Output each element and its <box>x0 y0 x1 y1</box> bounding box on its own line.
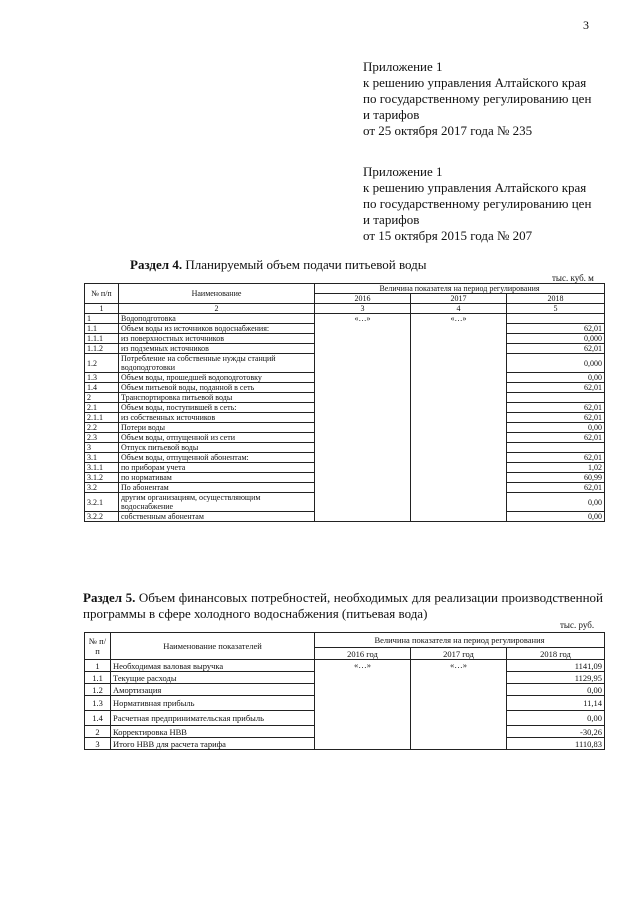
section-5-units: тыс. руб. <box>560 620 595 630</box>
row-number: 2.1 <box>85 403 119 413</box>
row-number: 1.3 <box>85 696 111 711</box>
value-2018: 0,000 <box>507 354 605 373</box>
value-2018: 0,00 <box>507 684 605 696</box>
row-name: собственным абонентам <box>119 512 315 522</box>
row-name: Потери воды <box>119 423 315 433</box>
appendix-header-original <box>363 164 591 244</box>
row-number: 1.2 <box>85 354 119 373</box>
section-5-title <box>83 590 603 622</box>
value-2018: 1,02 <box>507 463 605 473</box>
row-name: Объем воды, прошедшей водоподготовку <box>119 373 315 383</box>
row-name: Объем воды, отпущенной абонентам: <box>119 453 315 463</box>
row-name: по нормативам <box>119 473 315 483</box>
row-name: Необходимая валовая выручка <box>111 660 315 672</box>
section-4-label: Раздел 4. <box>130 257 183 272</box>
row-name: Расчетная предпринимательская прибыль <box>111 711 315 726</box>
row-number: 1 <box>85 660 111 672</box>
water-supply-volume-table <box>84 283 605 522</box>
value-2018: 0,00 <box>507 493 605 512</box>
row-name: Текущие расходы <box>111 672 315 684</box>
merged-value-2016: «…» <box>315 314 411 522</box>
header-num: № п/п <box>85 633 111 660</box>
value-2018: 62,01 <box>507 453 605 463</box>
value-2018 <box>507 443 605 453</box>
appendix-line: и тарифов <box>363 107 420 122</box>
appendix-line: к решению управления Алтайского края <box>363 75 587 90</box>
row-number: 1 <box>85 314 119 324</box>
header-year-2016: 2016 <box>315 294 411 304</box>
value-2018: 1110,83 <box>507 738 605 750</box>
row-number: 3 <box>85 443 119 453</box>
header-name: Наименование показателей <box>111 633 315 660</box>
row-number: 1.1.1 <box>85 334 119 344</box>
row-number: 1.1 <box>85 672 111 684</box>
row-number: 3.1.2 <box>85 473 119 483</box>
value-2018: 62,01 <box>507 413 605 423</box>
header-period: Величина показателя на период регулирования <box>315 633 605 648</box>
appendix-line: и тарифов <box>363 212 420 227</box>
header-year-2016: 2016 год <box>315 648 411 660</box>
row-number: 3.2 <box>85 483 119 493</box>
row-number: 1.3 <box>85 373 119 383</box>
value-2018: 11,14 <box>507 696 605 711</box>
header-year-2018: 2018 год <box>507 648 605 660</box>
value-2018: 62,01 <box>507 344 605 354</box>
header-year-2017: 2017 <box>411 294 507 304</box>
row-number: 3 <box>85 738 111 750</box>
merged-value-2017: «…» <box>411 314 507 522</box>
section-4-title <box>130 257 427 273</box>
row-name: Итого НВВ для расчета тарифа <box>111 738 315 750</box>
value-2018: 0,00 <box>507 711 605 726</box>
column-number: 2 <box>119 304 315 314</box>
page-number: 3 <box>583 18 589 32</box>
value-2018: 0,00 <box>507 423 605 433</box>
row-number: 3.1.1 <box>85 463 119 473</box>
row-number: 1.1 <box>85 324 119 334</box>
row-number: 3.2.1 <box>85 493 119 512</box>
row-name: Объем воды, поступившей в сеть: <box>119 403 315 413</box>
header-period: Величина показателя на период регулирования <box>315 284 605 294</box>
row-name: Корректировка НВВ <box>111 726 315 738</box>
header-year-2018: 2018 <box>507 294 605 304</box>
row-number: 1.4 <box>85 711 111 726</box>
value-2018: 62,01 <box>507 403 605 413</box>
column-number: 4 <box>411 304 507 314</box>
appendix-date: от 15 октября 2015 года № 207 <box>363 228 533 243</box>
row-number: 1.1.2 <box>85 344 119 354</box>
row-number: 2.2 <box>85 423 119 433</box>
row-name: Потребление на собственные нужды станций водоподготовки <box>119 354 315 373</box>
row-number: 2 <box>85 726 111 738</box>
row-name: Объем воды, отпущенной из сети <box>119 433 315 443</box>
value-2018: 1129,95 <box>507 672 605 684</box>
row-name: Транспортировка питьевой воды <box>119 393 315 403</box>
column-number: 3 <box>315 304 411 314</box>
row-number: 3.2.2 <box>85 512 119 522</box>
appendix-line: по государственному регулированию цен <box>363 91 592 106</box>
column-number: 1 <box>85 304 119 314</box>
section-4-units: тыс. куб. м <box>552 273 594 283</box>
row-name: другим организациям, осуществляющим водоснабжение <box>119 493 315 512</box>
value-2018: 0,000 <box>507 334 605 344</box>
row-name: Отпуск питьевой воды <box>119 443 315 453</box>
row-name: из подземных источников <box>119 344 315 354</box>
row-number: 3.1 <box>85 453 119 463</box>
value-2018: 1141,09 <box>507 660 605 672</box>
value-2018: 60,99 <box>507 473 605 483</box>
merged-value-2016: «…» <box>315 660 411 750</box>
value-2018: 0,00 <box>507 373 605 383</box>
appendix-line: по государственному регулированию цен <box>363 196 592 211</box>
column-number: 5 <box>507 304 605 314</box>
section-4-heading: Планируемый объем подачи питьевой воды <box>182 257 427 272</box>
value-2018 <box>507 314 605 324</box>
row-name: Водоподготовка <box>119 314 315 324</box>
row-name: из собственных источников <box>119 413 315 423</box>
header-name: Наименование <box>119 284 315 304</box>
row-name: из поверхностных источников <box>119 334 315 344</box>
value-2018: 62,01 <box>507 483 605 493</box>
row-name: Амортизация <box>111 684 315 696</box>
row-name: Объем питьевой воды, поданной в сеть <box>119 383 315 393</box>
appendix-date: от 25 октября 2017 года № 235 <box>363 123 533 138</box>
value-2018 <box>507 393 605 403</box>
table-row <box>85 660 605 672</box>
appendix-header-current <box>363 59 591 139</box>
value-2018: 62,01 <box>507 383 605 393</box>
appendix-line: Приложение 1 <box>363 164 443 179</box>
header-num: № п/п <box>85 284 119 304</box>
row-name: по приборам учета <box>119 463 315 473</box>
financial-needs-table <box>84 632 605 750</box>
row-number: 2 <box>85 393 119 403</box>
value-2018: 62,01 <box>507 433 605 443</box>
appendix-line: Приложение 1 <box>363 59 443 74</box>
row-number: 1.4 <box>85 383 119 393</box>
row-name: Нормативная прибыль <box>111 696 315 711</box>
value-2018: -30,26 <box>507 726 605 738</box>
row-name: По абонентам <box>119 483 315 493</box>
value-2018: 0,00 <box>507 512 605 522</box>
section-5-heading: Объем финансовых потребностей, необходимых для реализации производственной программы в сфере холодного водоснабжения (питьевая вода) <box>83 590 603 621</box>
section-5-label: Раздел 5. <box>83 590 136 605</box>
row-number: 1.2 <box>85 684 111 696</box>
table-row <box>85 314 605 324</box>
value-2018: 62,01 <box>507 324 605 334</box>
row-number: 2.1.1 <box>85 413 119 423</box>
header-year-2017: 2017 год <box>411 648 507 660</box>
row-name: Объем воды из источников водоснабжения: <box>119 324 315 334</box>
merged-value-2017: «…» <box>411 660 507 750</box>
appendix-line: к решению управления Алтайского края <box>363 180 587 195</box>
row-number: 2.3 <box>85 433 119 443</box>
